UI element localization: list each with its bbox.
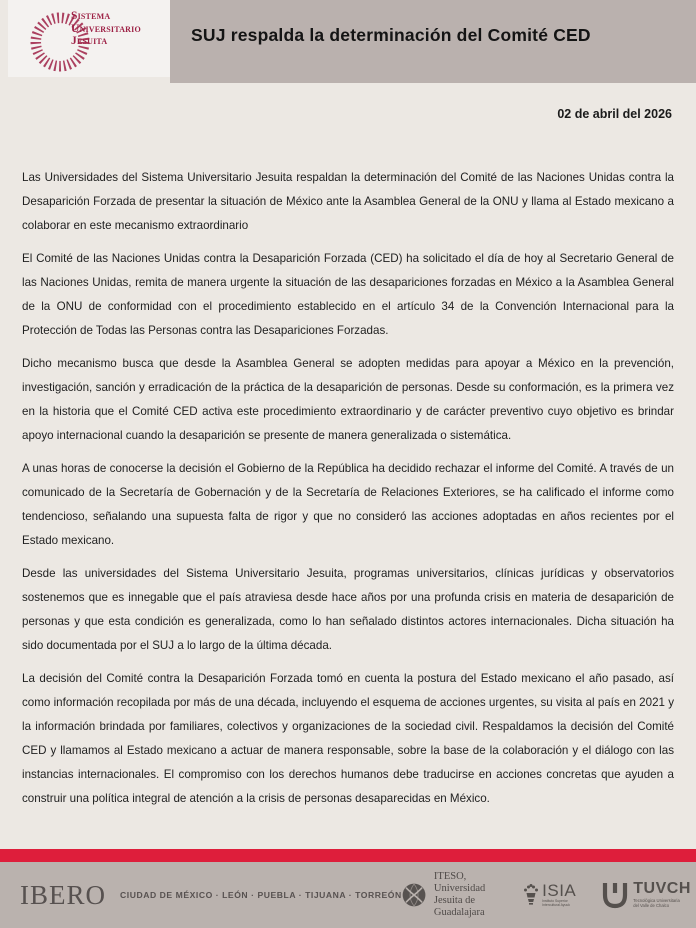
tuvch-wordmark: TUVCH xyxy=(633,880,691,897)
tuvch-logo-text xyxy=(633,881,691,908)
isia-logo xyxy=(523,883,576,907)
paragraph-2: El Comité de las Naciones Unidas contra la Desaparición Forzada (CED) ha solicitado el día de hoy al Secretario General de las Naciones Unidas, remita de manera urgente la situación de las desapariciones forzadas en México a la Asamblea General de la ONU de conformidad con el procedimiento establecido en el artículo 34 de la Convención Internacional para la Protección de Todas las Personas contra las Desapariciones Forzadas. xyxy=(22,252,674,337)
isia-plant-icon xyxy=(523,883,539,907)
ibero-logo: IBERO xyxy=(20,879,106,910)
iteso-globe-icon xyxy=(402,877,426,913)
iteso-line2: Jesuita de Guadalajara xyxy=(433,895,485,918)
iteso-logo xyxy=(402,871,497,919)
header-title-bar xyxy=(170,0,696,83)
tuvch-logo xyxy=(602,881,691,909)
tuvch-sub-line2: del Valle de Chalco xyxy=(633,902,670,908)
tuvch-sub-line1: Tecnológica Universitaria xyxy=(633,897,680,903)
date: 02 de abril del 2026 xyxy=(557,107,672,121)
body-text xyxy=(22,166,674,820)
suj-logo-line1: Sistema xyxy=(71,10,111,22)
suj-logo xyxy=(8,0,170,77)
isia-subtext xyxy=(542,899,576,907)
tuvch-subtext xyxy=(633,898,691,908)
iteso-logo-text xyxy=(434,871,497,919)
isia-wordmark: ISIA xyxy=(542,881,577,900)
suj-logo-text xyxy=(71,10,141,48)
red-divider-stripe xyxy=(0,849,696,862)
footer xyxy=(0,862,696,928)
paragraph-5: Desde las universidades del Sistema Universitario Jesuita, programas universitarios, clínicas jurídicas y observatorios sostenemos que es innegable que el país atraviesa desde hace años por una profunda crisis en materia de desaparición de personas y que esta condición es generalizada, como lo han señalado distintos actores internacionales. Dicha situación ha sido documentada por el SUJ a lo largo de la última década. xyxy=(22,567,674,652)
page-title: SUJ respalda la determinación del Comité CED xyxy=(191,25,591,45)
iteso-line1: ITESO, Universidad xyxy=(433,871,486,894)
paragraph-4: A unas horas de conocerse la decisión el Gobierno de la República ha decidido rechazar el informe del Comité. A través de un comunicado de la Secretaría de Gobernación y de la Secretaría de Relaciones Exteriores, se ha calificado el informe como tendencioso, señalando una supuesta falta de rigor y que no consideró las acciones adoptadas en años recientes por el Estado mexicano. xyxy=(22,462,674,547)
isia-sub-line1: Instituto Superior xyxy=(542,899,568,903)
paragraph-6: La decisión del Comité contra la Desaparición Forzada tomó en cuenta la postura del Estado mexicano el año pasado, así como información recopilada por más de una década, incluyendo el esquema de acciones urgentes, su visita al país en 2021 y la información brindada por familiares, colectivos y organizaciones de la sociedad civil. Respaldamos la decisión del Comité CED y llamamos al Estado mexicano a actuar de manera responsable, sobre la base de la colaboración y el diálogo con las instancias internacionales. El compromiso con los derechos humanos debe traducirse en acciones concretas que ayuden a construir una política integral de atención a la crisis de personas desaparecidas en México. xyxy=(22,672,674,805)
paragraph-1: Las Universidades del Sistema Universitario Jesuita respaldan la determinación del Comité de las Naciones Unidas contra la Desaparición Forzada de presentar la situación de México ante la Asamblea General de la ONU y llama al Estado mexicano a colaborar en este mecanismo extraordinario xyxy=(22,171,674,232)
isia-logo-text xyxy=(542,883,576,907)
tuvch-shield-icon xyxy=(602,881,628,909)
suj-logo-line3: Jesuita xyxy=(71,35,108,47)
ibero-campus-list: CIUDAD DE MÉXICO · LEÓN · PUEBLA · TIJUANA · TORREÓN xyxy=(120,890,402,900)
isia-sub-line2: Intercultural Ayuuk xyxy=(542,903,570,907)
paragraph-3: Dicho mecanismo busca que desde la Asamblea General se adopten medidas para apoyar a México en la prevención, investigación, sanción y erradicación de la práctica de la desaparición de personas. Desde su conformación, es la primera vez en la historia que el Comité CED activa este procedimiento extraordinario y de carácter preventivo cuyo objetivo es brindar apoyo internacional cuando la desaparición se presente de manera generalizada o sistemática. xyxy=(22,357,674,442)
suj-logo-line2: Universitario xyxy=(71,22,141,35)
